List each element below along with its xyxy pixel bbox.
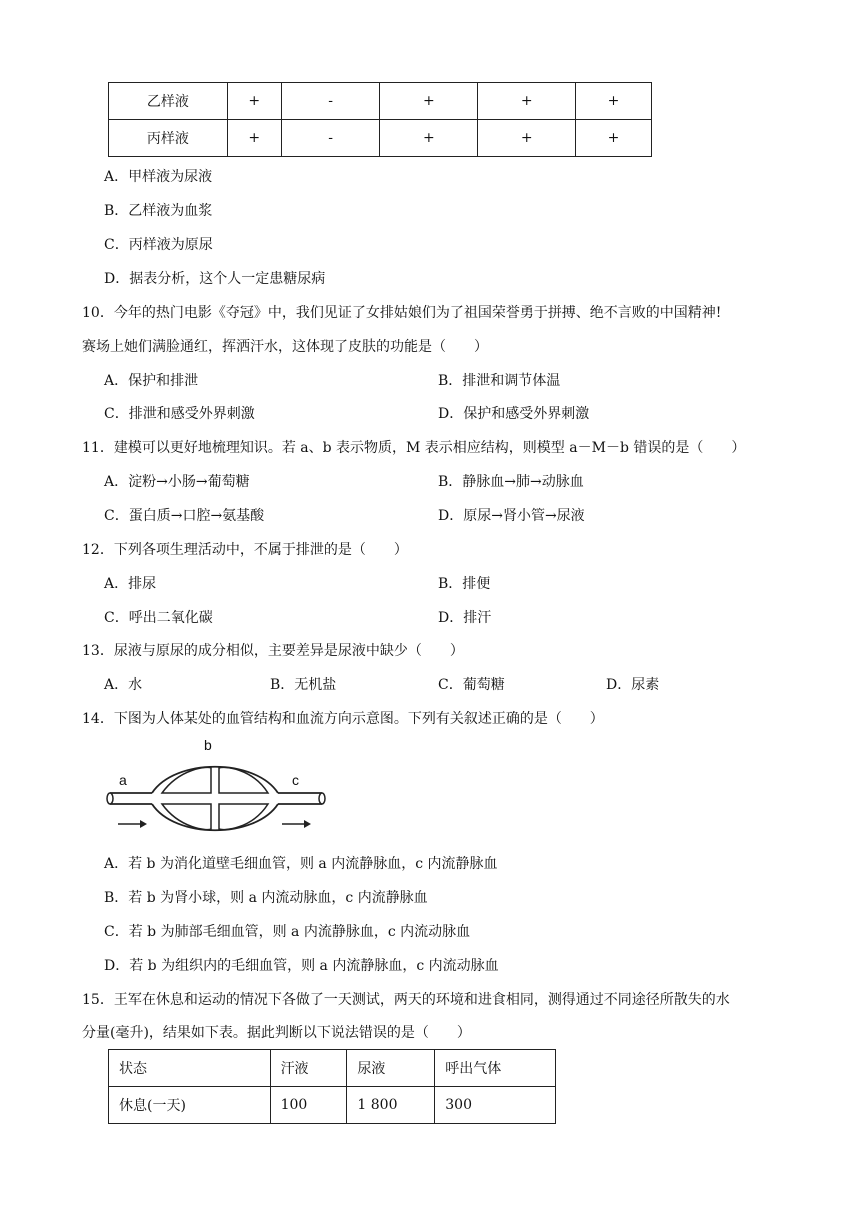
flow-arrow-icon: [282, 820, 311, 828]
q10-option-a: A．保护和排泄: [104, 373, 199, 389]
q14-stem-line1: 14．下图为人体某处的血管结构和血流方向示意图。下列有关叙述正确的是（ ）: [82, 711, 604, 727]
table-cell: 休息(一天): [109, 1087, 271, 1124]
q10-option-b: B．排泄和调节体温: [438, 373, 561, 389]
q11-option-d: D．原尿→肾小管→尿液: [438, 508, 585, 524]
q13-option-c: C．葡萄糖: [438, 677, 505, 693]
table-cell: 300: [435, 1087, 556, 1124]
q14-option-a: A．若 b 为消化道壁毛细血管，则 a 内流静脉血，c 内流静脉血: [104, 856, 498, 872]
q13-option-b: B．无机盐: [270, 677, 337, 693]
table-cell: +: [576, 83, 652, 120]
table-cell: +: [227, 83, 281, 120]
table-cell: +: [478, 83, 576, 120]
q10-option-d: D．保护和感受外界刺激: [438, 406, 590, 422]
q11-option-b: B．静脉血→肺→动脉血: [438, 474, 584, 490]
table-cell: 100: [270, 1087, 347, 1124]
q10-option-c: C．排泄和感受外界刺激: [104, 406, 255, 422]
flow-arrow-icon: [118, 820, 147, 828]
q12-option-b: B．排便: [438, 576, 491, 592]
sample-table: [108, 82, 652, 157]
table-cell: -: [281, 120, 380, 157]
q13-option-a: A．水: [104, 677, 143, 693]
q12-option-d: D．排汗: [438, 610, 492, 626]
q14-option-d: D．若 b 为组织内的毛细血管，则 a 内流静脉血，c 内流动脉血: [104, 958, 499, 974]
q9-option-a: A．甲样液为尿液: [104, 169, 213, 185]
q10-stem-line1: 10．今年的热门电影《夺冠》中，我们见证了女排姑娘们为了祖国荣誉勇于拼搏、绝不言败的中国精神!: [82, 305, 722, 321]
water-loss-table: [108, 1049, 556, 1124]
diagram-label-c: c: [292, 772, 299, 788]
table-row: [109, 120, 652, 157]
q13-stem-line1: 13．尿液与原尿的成分相似，主要差异是尿液中缺少（ ）: [82, 643, 464, 659]
q9-option-d: D．据表分析，这个人一定患糖尿病: [104, 271, 326, 287]
blood-vessel-diagram: [100, 736, 340, 836]
q12-option-a: A．排尿: [104, 576, 157, 592]
table-cell: -: [281, 83, 380, 120]
q10-stem-line2: 赛场上她们满脸通红，挥洒汗水，这体现了皮肤的功能是（ ）: [82, 339, 488, 355]
table-header-row: [109, 1050, 556, 1087]
q9-option-b: B．乙样液为血浆: [104, 203, 213, 219]
table-cell: +: [380, 83, 478, 120]
table-cell: 乙样液: [109, 83, 228, 120]
table-header-cell: 呼出气体: [435, 1050, 556, 1087]
q11-option-c: C．蛋白质→口腔→氨基酸: [104, 508, 265, 524]
q11-stem-line1: 11．建模可以更好地梳理知识。若 a、b 表示物质，M 表示相应结构，则模型 a－M－b 错误的是（ ）: [82, 440, 746, 456]
table-cell: +: [576, 120, 652, 157]
table-cell: +: [227, 120, 281, 157]
q14-option-b: B．若 b 为肾小球，则 a 内流动脉血，c 内流静脉血: [104, 890, 428, 906]
q9-option-c: C．丙样液为原尿: [104, 237, 213, 253]
q12-option-c: C．呼出二氧化碳: [104, 610, 213, 626]
table-cell: +: [380, 120, 478, 157]
diagram-label-a: a: [119, 772, 127, 788]
q14-option-c: C．若 b 为肺部毛细血管，则 a 内流静脉血，c 内流动脉血: [104, 924, 471, 940]
table-cell: 1 800: [347, 1087, 435, 1124]
table-header-cell: 尿液: [347, 1050, 435, 1087]
table-cell: 丙样液: [109, 120, 228, 157]
q12-stem-line1: 12．下列各项生理活动中，不属于排泄的是（ ）: [82, 542, 408, 558]
q15-stem-line1: 15．王军在休息和运动的情况下各做了一天测试，两天的环境和进食相同，测得通过不同途径所散失的水: [82, 992, 730, 1008]
q15-stem-line2: 分量(毫升)，结果如下表。据此判断以下说法错误的是（ ）: [82, 1025, 471, 1041]
q11-option-a: A．淀粉→小肠→葡萄糖: [104, 474, 250, 490]
table-row: [109, 1087, 556, 1124]
diagram-label-b: b: [204, 737, 212, 753]
table-cell: +: [478, 120, 576, 157]
table-header-cell: 汗液: [270, 1050, 347, 1087]
table-header-cell: 状态: [109, 1050, 271, 1087]
q13-option-d: D．尿素: [606, 677, 660, 693]
table-row: [109, 83, 652, 120]
